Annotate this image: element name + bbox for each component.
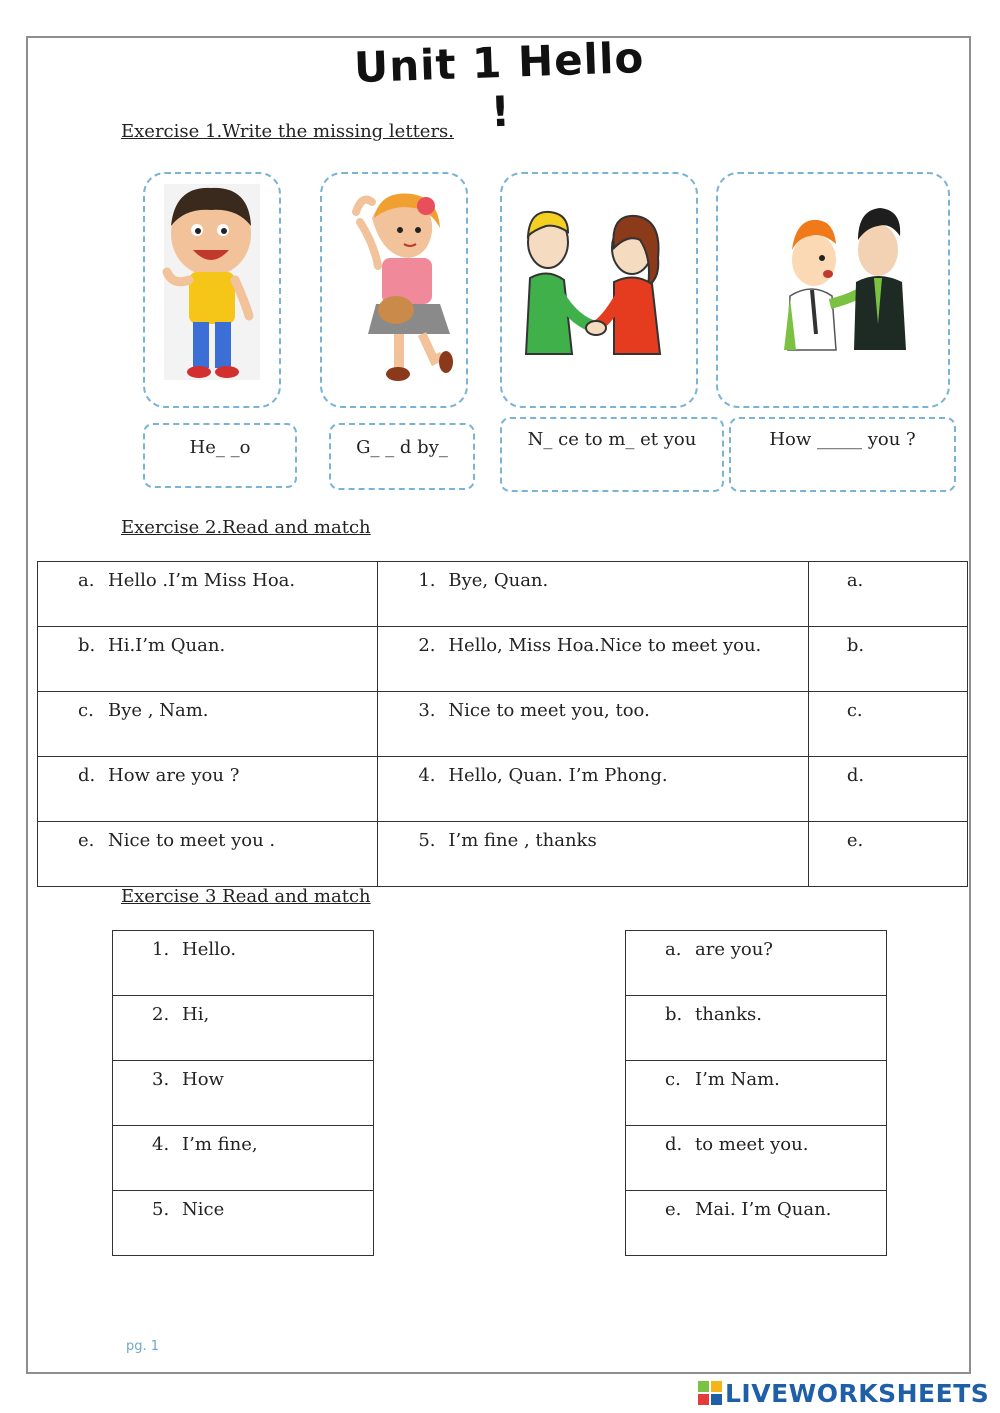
greeting-text: Nice to meet you . xyxy=(108,830,276,851)
table-row xyxy=(38,562,968,627)
phrase-text: Mai. I’m Quan. xyxy=(695,1199,832,1220)
item-marker: 3. xyxy=(418,700,436,721)
item-marker: 4. xyxy=(152,1134,170,1155)
phrase-text: How xyxy=(182,1069,224,1090)
phrase-text: I’m fine, xyxy=(182,1134,258,1155)
table-row[interactable] xyxy=(113,1061,374,1126)
phrase-text: Hi, xyxy=(182,1004,210,1025)
exercise2-heading: Exercise 2.Read and match xyxy=(121,517,371,538)
item-marker: 1. xyxy=(418,570,436,591)
table-row[interactable] xyxy=(113,1126,374,1191)
item-marker: c. xyxy=(665,1069,681,1090)
item-marker: 2. xyxy=(418,635,436,656)
table-row[interactable] xyxy=(626,996,887,1061)
page-number: pg. 1 xyxy=(126,1339,160,1354)
page-title: Unit 1 Hello ! xyxy=(353,32,646,137)
item-marker: d. xyxy=(665,1134,683,1155)
exercise3-heading: Exercise 3 Read and match xyxy=(121,886,371,907)
exercise3-left-table xyxy=(112,930,374,1256)
picture-girl-waving xyxy=(320,172,468,408)
missing-letters-field-2[interactable]: G_ _ d by_ xyxy=(329,423,475,490)
item-marker: b. xyxy=(78,635,96,656)
answer-cell[interactable] xyxy=(808,757,967,822)
response-text: I’m fine , thanks xyxy=(448,830,597,851)
answer-cell[interactable] xyxy=(808,692,967,757)
two-men-illustration xyxy=(718,174,948,406)
item-marker: 2. xyxy=(152,1004,170,1025)
liveworksheets-logo xyxy=(698,1378,989,1408)
liveworksheets-logo-icon xyxy=(698,1381,722,1405)
table-row xyxy=(38,822,968,887)
greeting-text: Hello .I’m Miss Hoa. xyxy=(108,570,296,591)
table-row[interactable] xyxy=(113,996,374,1061)
picture-boy-waving xyxy=(143,172,281,408)
greeting-text: Bye , Nam. xyxy=(108,700,209,721)
table-row[interactable] xyxy=(626,1191,887,1256)
picture-two-men-talking xyxy=(716,172,950,408)
item-marker: d. xyxy=(78,765,96,786)
item-marker: e. xyxy=(665,1199,682,1220)
answer-cell[interactable] xyxy=(808,822,967,887)
item-marker: e. xyxy=(78,830,95,851)
missing-letters-field-4[interactable]: How _____ you ? xyxy=(729,417,956,492)
table-row[interactable] xyxy=(113,931,374,996)
answer-label: e. xyxy=(846,830,864,851)
girl-waving-illustration xyxy=(322,174,466,406)
item-marker: a. xyxy=(78,570,95,591)
greeting-text: How are you ? xyxy=(108,765,240,786)
phrase-text: Nice xyxy=(182,1199,225,1220)
item-marker: 3. xyxy=(152,1069,170,1090)
item-marker: c. xyxy=(78,700,94,721)
phrase-text: are you? xyxy=(695,939,773,960)
table-row[interactable] xyxy=(626,1061,887,1126)
table-row[interactable] xyxy=(626,931,887,996)
table-row[interactable] xyxy=(113,1191,374,1256)
phrase-text: to meet you. xyxy=(695,1134,809,1155)
picture-handshake xyxy=(500,172,698,408)
brand-name: LIVEWORKSHEETS xyxy=(725,1378,990,1408)
boy-waving-illustration xyxy=(145,174,279,406)
answer-label: b. xyxy=(846,635,865,656)
missing-letters-field-1[interactable]: He_ _o xyxy=(143,423,297,488)
greeting-text: Hi.I’m Quan. xyxy=(108,635,226,656)
table-row xyxy=(38,627,968,692)
item-marker: 4. xyxy=(418,765,436,786)
item-marker: a. xyxy=(665,939,682,960)
exercise2-table xyxy=(37,561,968,887)
handshake-illustration xyxy=(502,174,696,406)
item-marker: 5. xyxy=(152,1199,170,1220)
response-text: Bye, Quan. xyxy=(448,570,549,591)
phrase-text: thanks. xyxy=(695,1004,763,1025)
phrase-text: I’m Nam. xyxy=(695,1069,780,1090)
response-text: Hello, Miss Hoa.Nice to meet you. xyxy=(448,635,762,656)
exercise3-right-table xyxy=(625,930,887,1256)
answer-label: c. xyxy=(846,700,863,721)
missing-letters-field-3[interactable]: N_ ce to m_ et you xyxy=(500,417,724,492)
response-text: Nice to meet you, too. xyxy=(448,700,650,721)
phrase-text: Hello. xyxy=(182,939,237,960)
table-row xyxy=(38,692,968,757)
answer-cell[interactable] xyxy=(808,562,967,627)
answer-cell[interactable] xyxy=(808,627,967,692)
item-marker: b. xyxy=(665,1004,683,1025)
answer-label: d. xyxy=(846,765,865,786)
item-marker: 5. xyxy=(418,830,436,851)
response-text: Hello, Quan. I’m Phong. xyxy=(448,765,668,786)
table-row xyxy=(38,757,968,822)
item-marker: 1. xyxy=(152,939,170,960)
exercise1-heading: Exercise 1.Write the missing letters. xyxy=(121,121,455,142)
table-row[interactable] xyxy=(626,1126,887,1191)
answer-label: a. xyxy=(846,570,864,591)
